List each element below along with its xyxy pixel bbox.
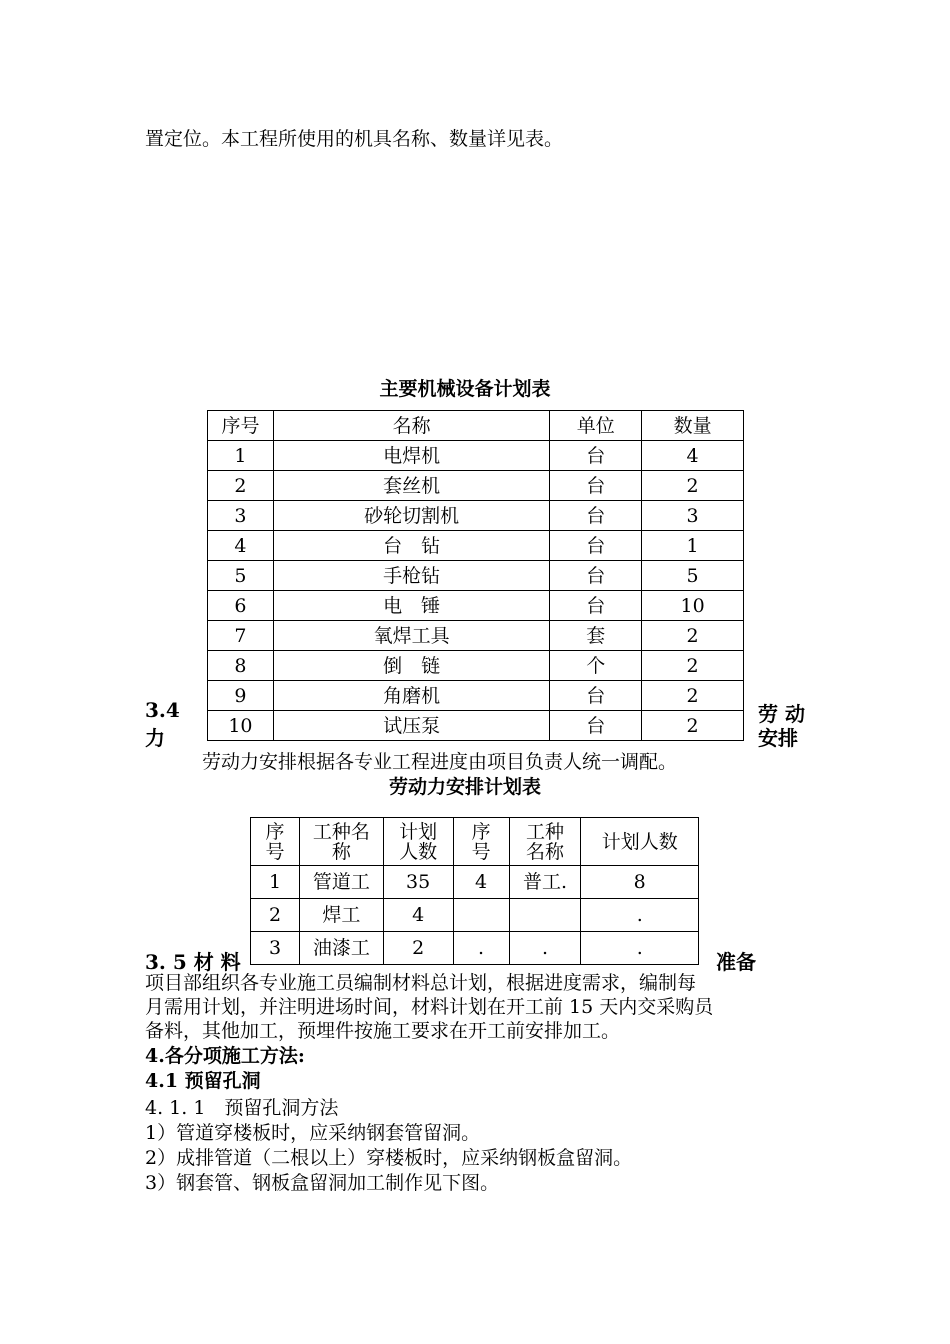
- table-cell: 3: [251, 932, 300, 965]
- table-cell: 1: [251, 866, 300, 899]
- table-cell: 台: [550, 681, 642, 711]
- table-header-row: [208, 411, 744, 441]
- labor-text: 劳动力安排根据各专业工程进度由项目负责人统一调配。: [202, 751, 678, 773]
- table-cell: 3: [208, 501, 274, 531]
- table-cell: 台 钻: [273, 531, 549, 561]
- table-row: [208, 621, 744, 651]
- header-cell: 名称: [273, 411, 549, 441]
- table-row: [208, 591, 744, 621]
- table-cell: 台: [550, 441, 642, 471]
- table-cell: .: [581, 932, 699, 965]
- table-cell: 油漆工: [299, 932, 383, 965]
- table-cell: 试压泵: [273, 711, 549, 741]
- table-cell: 电焊机: [273, 441, 549, 471]
- header-cell: 序号: [453, 818, 509, 866]
- table-cell: 7: [208, 621, 274, 651]
- table-cell: 电 锤: [273, 591, 549, 621]
- header-cell: 计划人数: [383, 818, 453, 866]
- table-cell: 4: [383, 899, 453, 932]
- table1-title: 主要机械设备计划表: [379, 378, 551, 400]
- table-cell: .: [581, 899, 699, 932]
- list-item: 2）成排管道（二根以上）穿楼板时，应采纳钢板盒留洞。: [145, 1147, 633, 1169]
- table-row: [251, 932, 699, 965]
- header-cell: 序号: [251, 818, 300, 866]
- table-row: [208, 561, 744, 591]
- table-cell: 套丝机: [273, 471, 549, 501]
- table-cell: [453, 899, 509, 932]
- table-row: [208, 531, 744, 561]
- subheading-4-1-1: 4. 1. 1 预留孔洞方法: [145, 1097, 339, 1119]
- table-cell: 手枪钻: [273, 561, 549, 591]
- table-cell: 台: [550, 471, 642, 501]
- table-cell: 管道工: [299, 866, 383, 899]
- table-cell: 2: [642, 711, 744, 741]
- header-cell: 数量: [642, 411, 744, 441]
- table-cell: 8: [581, 866, 699, 899]
- intro-text: 置定位。本工程所使用的机具名称、数量详见表。: [145, 128, 564, 150]
- table-cell: 氧焊工具: [273, 621, 549, 651]
- table-row: [208, 441, 744, 471]
- table-cell: 普工.: [509, 866, 581, 899]
- list-item: 3）钢套管、钢板盒留洞加工制作见下图。: [145, 1172, 500, 1194]
- table-cell: 5: [642, 561, 744, 591]
- table-cell: 2: [208, 471, 274, 501]
- table-row: [208, 501, 744, 531]
- list-item: 1）管道穿楼板时，应采纳钢套管留洞。: [145, 1122, 481, 1144]
- section-3-5-left: 3. 5 材 料: [145, 950, 241, 974]
- table-cell: 10: [208, 711, 274, 741]
- table-cell: 4: [208, 531, 274, 561]
- table-row: [251, 899, 699, 932]
- table-cell: 2: [642, 651, 744, 681]
- table-cell: 个: [550, 651, 642, 681]
- table-row: [208, 711, 744, 741]
- heading-4-1: 4.1 预留孔洞: [145, 1070, 261, 1092]
- table-cell: .: [453, 932, 509, 965]
- table-cell: [509, 899, 581, 932]
- section-3-5-right: 准备: [716, 950, 756, 974]
- table-cell: 台: [550, 561, 642, 591]
- table-cell: 2: [642, 681, 744, 711]
- header-cell: 序号: [208, 411, 274, 441]
- table-cell: 倒 链: [273, 651, 549, 681]
- section-3-4-right-top: 劳 动: [758, 702, 805, 726]
- table-cell: 5: [208, 561, 274, 591]
- equipment-table: [207, 410, 744, 741]
- table-row: [208, 651, 744, 681]
- table-cell: 焊工: [299, 899, 383, 932]
- section-3-4-char: 力: [145, 726, 165, 750]
- table-cell: 9: [208, 681, 274, 711]
- material-line-2: 月需用计划，并注明进场时间，材料计划在开工前 15 天内交采购员: [145, 996, 714, 1018]
- table-cell: 4: [642, 441, 744, 471]
- material-line-3: 备料，其他加工，预埋件按施工要求在开工前安排加工。: [145, 1020, 621, 1042]
- table-cell: 台: [550, 501, 642, 531]
- section-3-4-number: 3.4: [145, 698, 180, 722]
- header-cell: 工种名称: [299, 818, 383, 866]
- table-cell: 2: [383, 932, 453, 965]
- material-line-1: 项目部组织各专业施工员编制材料总计划，根据进度需求，编制每: [145, 972, 697, 994]
- table-cell: 角磨机: [273, 681, 549, 711]
- table-row: [251, 866, 699, 899]
- table-cell: 2: [251, 899, 300, 932]
- table-cell: .: [509, 932, 581, 965]
- table-cell: 2: [642, 621, 744, 651]
- table-cell: 套: [550, 621, 642, 651]
- table-cell: 台: [550, 711, 642, 741]
- table-cell: 台: [550, 591, 642, 621]
- table-cell: 35: [383, 866, 453, 899]
- table-cell: 台: [550, 531, 642, 561]
- table-cell: 1: [642, 531, 744, 561]
- table-cell: 8: [208, 651, 274, 681]
- table-cell: 3: [642, 501, 744, 531]
- header-cell: 单位: [550, 411, 642, 441]
- labor-table: [250, 817, 699, 965]
- table-cell: 6: [208, 591, 274, 621]
- table-cell: 4: [453, 866, 509, 899]
- table-header-row: [251, 818, 699, 866]
- table2-title: 劳动力安排计划表: [388, 776, 541, 798]
- table-cell: 2: [642, 471, 744, 501]
- section-3-4-right-bottom: 安排: [758, 726, 798, 750]
- heading-4: 4.各分项施工方法:: [145, 1045, 305, 1067]
- table-cell: 1: [208, 441, 274, 471]
- header-cell: 计划人数: [581, 818, 699, 866]
- table-row: [208, 681, 744, 711]
- header-cell: 工种名称: [509, 818, 581, 866]
- table-row: [208, 471, 744, 501]
- table-cell: 砂轮切割机: [273, 501, 549, 531]
- table-cell: 10: [642, 591, 744, 621]
